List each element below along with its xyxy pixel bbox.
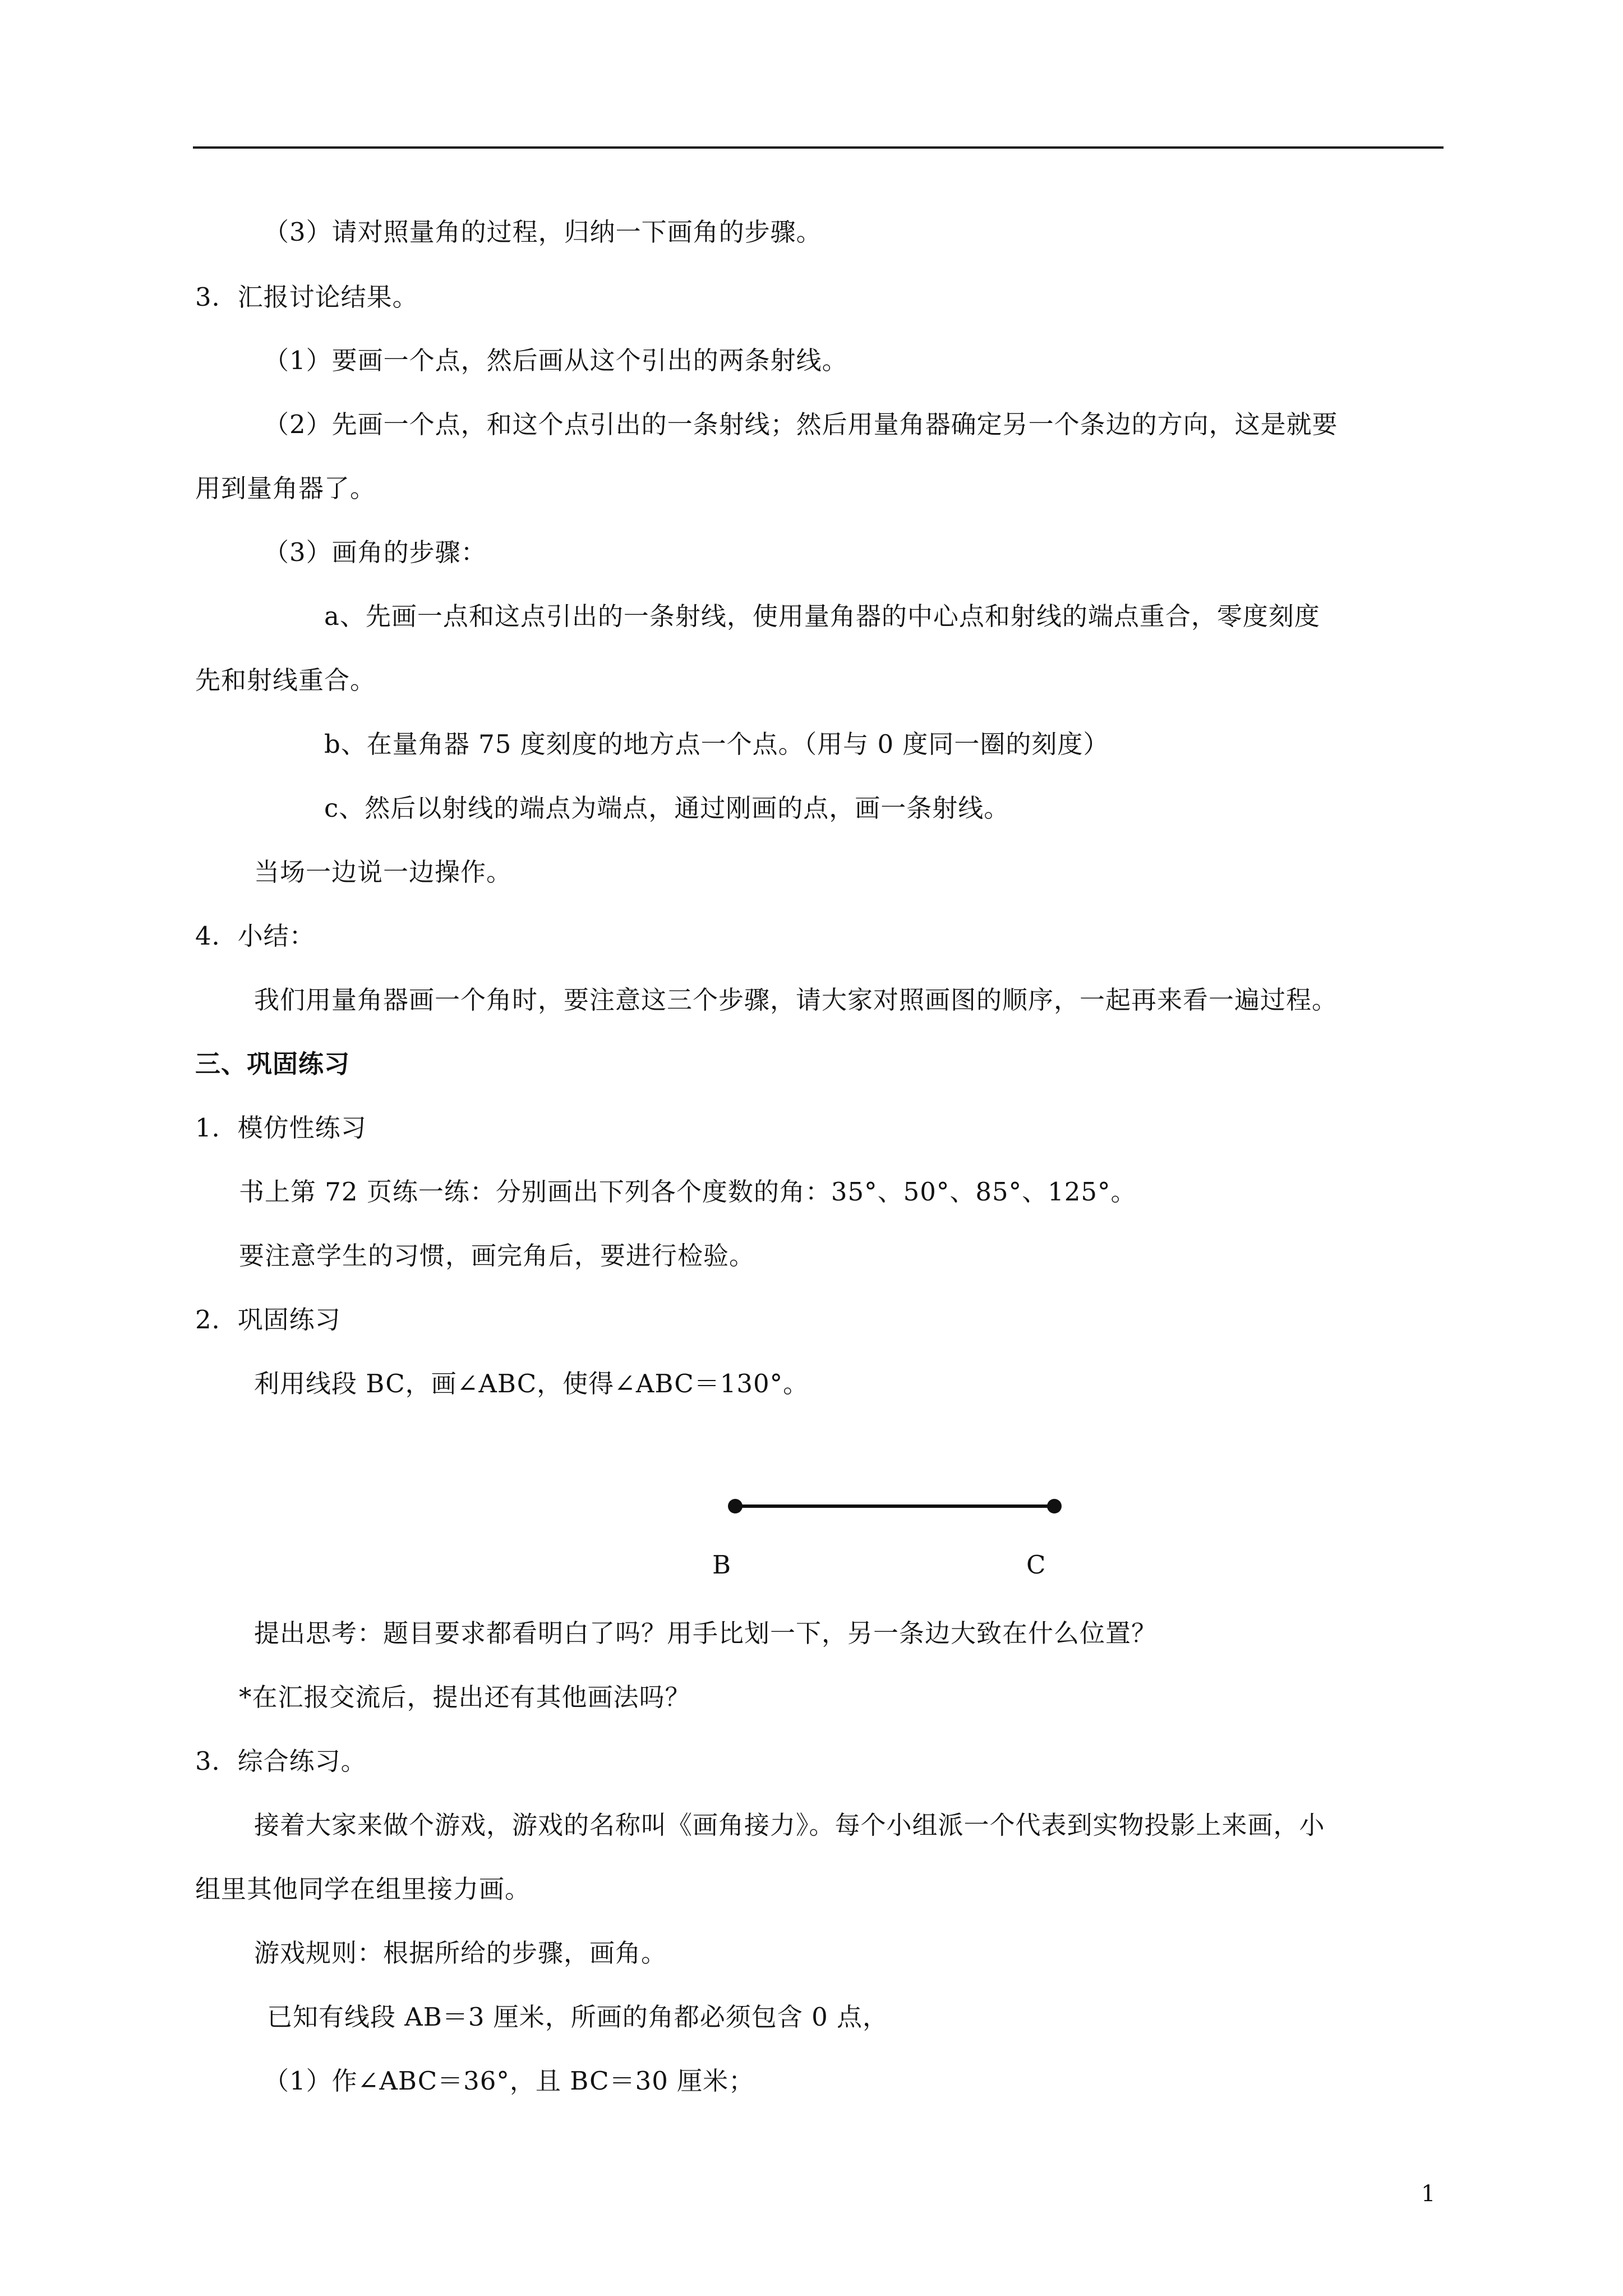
text-line: 我们用量角器画一个角时，要注意这三个步骤，请大家对照画图的顺序，一起再来看一遍过程。 [254,985,1338,1015]
section-heading: 3．汇报讨论结果。 [195,282,418,312]
section-heading: 4．小结： [195,921,315,951]
text-line: （3）画角的步骤： [264,537,487,567]
text-line: 接着大家来做个游戏，游戏的名称叫《画角接力》。每个小组派一个代表到实物投影上来画，小 [254,1810,1325,1840]
section-heading: 1．模仿性练习 [195,1113,367,1143]
header-rule [193,146,1444,149]
point-b-dot [728,1499,743,1513]
text-line: b、在量角器 75 度刻度的地方点一个点。（用与 0 度同一圈的刻度） [324,729,1109,759]
text-line: 已知有线段 AB＝3 厘米，所画的角都必须包含 0 点， [267,2002,889,2032]
point-b-label: B [712,1550,731,1580]
point-c-dot [1047,1499,1062,1513]
point-c-label: C [1026,1550,1046,1580]
section-heading: 3．综合练习。 [195,1746,367,1776]
page-number: 1 [1421,2181,1436,2207]
text-line: 书上第 72 页练一练：分别画出下列各个度数的角：35°、50°、85°、125°。 [239,1177,1137,1207]
text-line: 当场一边说一边操作。 [254,857,513,887]
segment-bc-figure [695,1470,1088,1604]
section-heading: 2．巩固练习 [195,1305,341,1335]
text-line: 提出思考：题目要求都看明白了吗？用手比划一下，另一条边大致在什么位置？ [254,1618,1158,1648]
text-line: （2）先画一个点，和这个点引出的一条射线；然后用量角器确定另一个条边的方向，这是就要 [264,409,1338,439]
chapter-heading: 三、巩固练习 [195,1049,351,1079]
text-line: *在汇报交流后，提出还有其他画法吗？ [239,1682,691,1712]
text-line: a、先画一点和这点引出的一条射线，使用量角器的中心点和射线的端点重合，零度刻度 [324,601,1320,631]
text-line: 要注意学生的习惯，画完角后，要进行检验。 [239,1241,755,1271]
text-line: （3）请对照量角的过程，归纳一下画角的步骤。 [264,217,822,247]
text-line: 先和射线重合。 [195,665,376,695]
segment-bc-diagram [695,1470,1088,1604]
text-line: （1）作∠ABC＝36°，且 BC＝30 厘米； [264,2066,755,2096]
text-line: 利用线段 BC，画∠ABC，使得∠ABC＝130°。 [254,1369,809,1398]
text-line: 组里其他同学在组里接力画。 [195,1874,531,1904]
text-line: c、然后以射线的端点为端点，通过刚画的点，画一条射线。 [324,793,1010,823]
text-line: 游戏规则：根据所给的步骤，画角。 [254,1938,667,1968]
text-line: 用到量角器了。 [195,473,376,503]
text-line: （1）要画一个点，然后画从这个引出的两条射线。 [264,346,848,375]
